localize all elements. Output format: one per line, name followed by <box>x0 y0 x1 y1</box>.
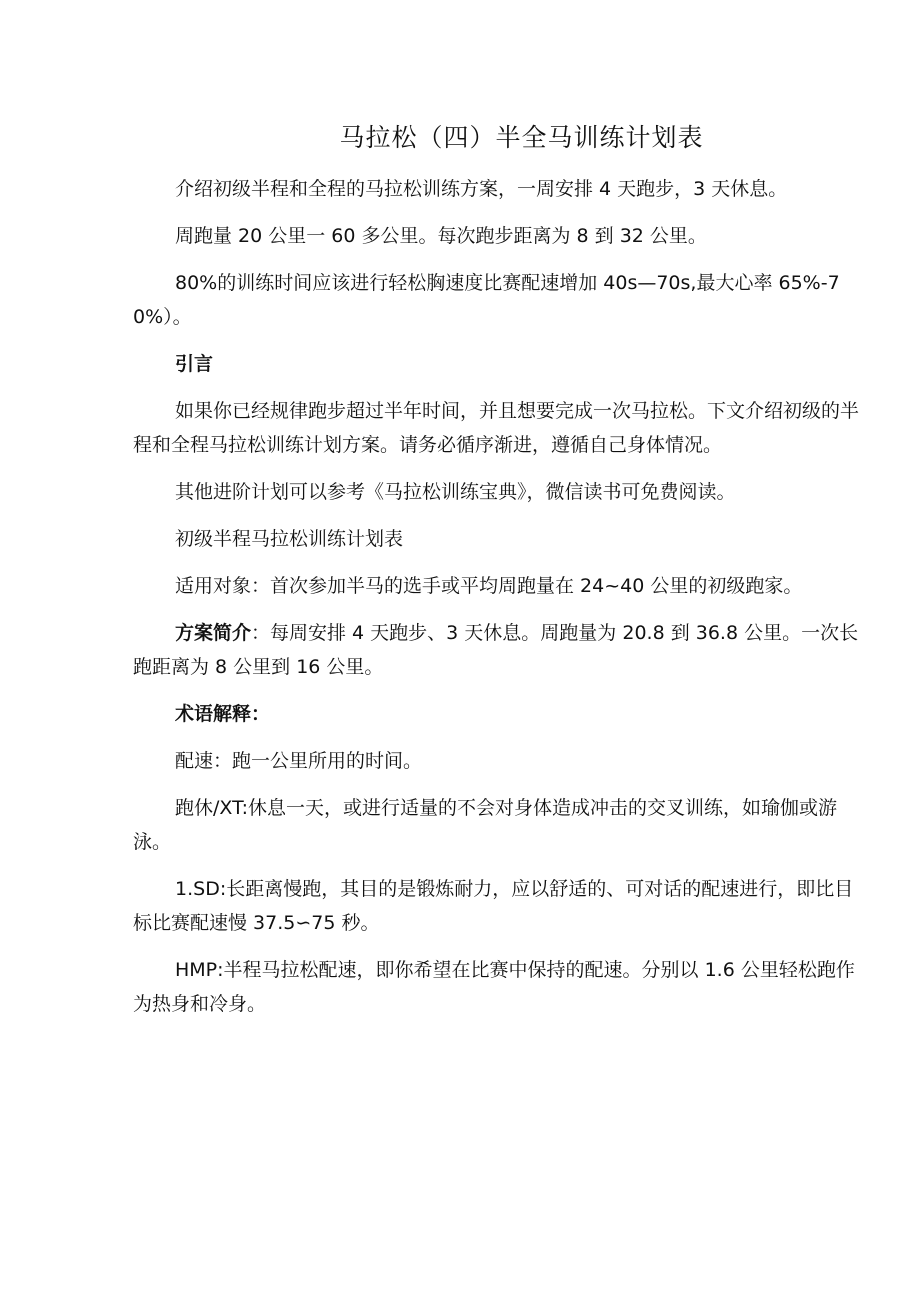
term-rest: 跑休/XT:休息一天，或进行适量的不会对身体造成冲击的交叉训练，如瑜伽或游泳。 <box>133 797 838 853</box>
summary-paragraph <box>133 616 870 684</box>
audience-paragraph: 适用对象：首次参加半马的选手或平均周跑量在 24~40 公里的初级跑家。 <box>175 575 803 597</box>
preface-paragraph-1: 如果你已经规律跑步超过半年时间，并且想要完成一次马拉松。下文介绍初级的半程和全程马拉松训练计划方案。请务必循序渐进，遵循自己身体情况。 <box>133 400 860 456</box>
preface-heading: 引言 <box>175 353 214 375</box>
document-title: 马拉松（四）半全马训练计划表 <box>339 123 704 152</box>
term-pace: 配速：跑一公里所用的时间。 <box>175 750 423 772</box>
term-hmp: HMP:半程马拉松配速，即你希望在比赛中保持的配速。分别以 1.6 公里轻松跑作为热身和冷身。 <box>133 959 855 1015</box>
intro-paragraph-2: 周跑量 20 公里一 60 多公里。每次跑步距离为 8 到 32 公里。 <box>175 225 707 247</box>
summary-label: 方案简介 <box>175 622 252 644</box>
terms-heading: 术语解释： <box>175 703 271 725</box>
preface-paragraph-2: 其他进阶计划可以参考《马拉松训练宝典》，微信读书可免费阅读。 <box>175 481 736 503</box>
summary-text: ：每周安排 4 天跑步、3 天休息。周跑量为 20.8 到 36.8 公里。一次长跑距离为 8 公里到 16 公里。 <box>133 622 859 678</box>
intro-paragraph-1: 介绍初级半程和全程的马拉松训练方案，一周安排 4 天跑步，3 天休息。 <box>175 178 788 200</box>
term-sd: 1.SD:长距离慢跑，其目的是锻炼耐力，应以舒适的、可对话的配速进行，即比目标比赛配速慢 37.5∽75 秒。 <box>133 878 854 934</box>
intro-paragraph-3: 80%的训练时间应该进行轻松胸速度比赛配速增加 40s—70s,最大心率 65%-70%）。 <box>133 272 840 328</box>
plan-title: 初级半程马拉松训练计划表 <box>175 528 404 550</box>
